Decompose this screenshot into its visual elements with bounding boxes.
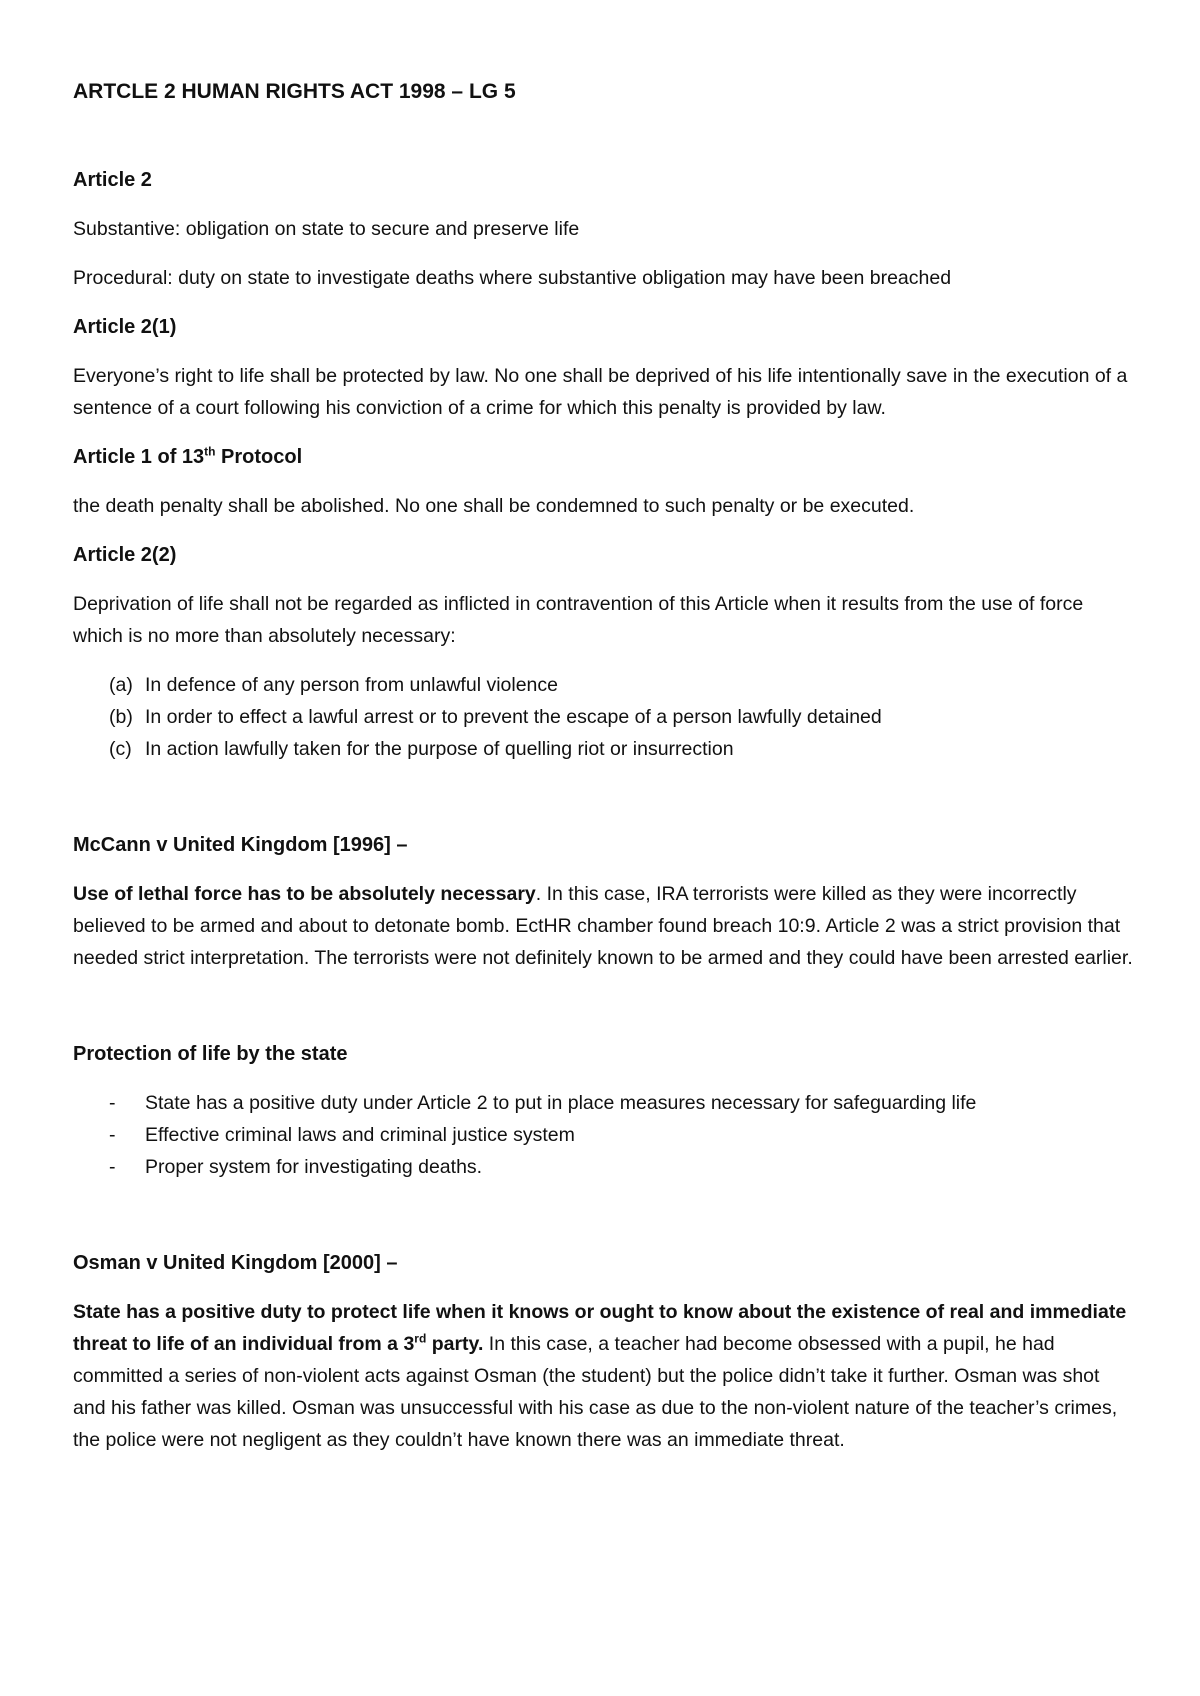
list-item-text: Proper system for investigating deaths. <box>145 1156 483 1178</box>
protocol-13-text: the death penalty shall be abolished. No one shall be condemned to such penalty or be executed. <box>73 495 915 517</box>
mccann-case-text <box>73 878 1133 974</box>
list-item-text: State has a positive duty under Article 2 to put in place measures necessary for safeguarding life <box>145 1092 977 1114</box>
spacer <box>73 1200 1133 1247</box>
protection-list <box>73 1087 1133 1183</box>
heading-protection-of-life: Protection of life by the state <box>73 1043 348 1065</box>
osman-case-text <box>73 1296 1133 1456</box>
list-marker: (b) <box>109 706 133 728</box>
heading-protocol-13 <box>73 441 1133 473</box>
article-2-2-list <box>73 669 1133 765</box>
osman-principle-post: party. <box>426 1333 484 1355</box>
protocol-13-heading-post: Protocol <box>215 446 303 468</box>
list-item-text: In order to effect a lawful arrest or to prevent the escape of a person lawfully detained <box>145 706 882 728</box>
list-marker: - <box>109 1156 116 1178</box>
procedural-obligation: Procedural: duty on state to investigate deaths where substantive obligation may have been breached <box>73 267 952 289</box>
protocol-13-heading-sup: th <box>204 444 216 459</box>
list-marker: - <box>109 1124 116 1146</box>
protocol-13-heading-pre: Article 1 of 13 <box>73 446 205 468</box>
heading-osman-case: Osman v United Kingdom [2000] – <box>73 1252 398 1274</box>
heading-article-2-1: Article 2(1) <box>73 316 177 338</box>
list-item <box>73 1087 1133 1119</box>
osman-details: In this case, a teacher had become obsessed with a pupil, he had committed a series of non-violent acts against Osman (the student) but the police didn’t take it further. Osman was shot and his father was killed. Osman was unsuccessful with his case as due to the non-violent nature of the teacher’s crimes, the police were not negligent as they couldn’t have known there was an immediate threat. <box>73 1333 1118 1451</box>
heading-article-2-2: Article 2(2) <box>73 544 177 566</box>
mccann-principle: Use of lethal force has to be absolutely necessary <box>73 883 536 905</box>
list-item <box>73 1119 1133 1151</box>
article-2-2-text: Deprivation of life shall not be regarded as inflicted in contravention of this Article when it results from the use of force which is no more than absolutely necessary: <box>73 593 1084 647</box>
list-item-text: In defence of any person from unlawful violence <box>145 674 558 696</box>
list-item <box>73 701 1133 733</box>
list-marker: (a) <box>109 674 133 696</box>
article-2-1-text: Everyone’s right to life shall be protected by law. No one shall be deprived of his life intentionally save in the execution of a sentence of a court following his conviction of a crime for which this penalty is provided by law. <box>73 365 1128 419</box>
osman-principle-pre: State has a positive duty to protect life when it knows or ought to know about the existence of real and immediate threat to life of an individual from a 3 <box>73 1301 1127 1355</box>
mccann-details: . In this case, IRA terrorists were killed as they were incorrectly believed to be armed and about to detonate bomb. EctHR chamber found breach 10:9. Article 2 was a strict provision that needed strict interpretation. The terrorists were not definitely known to be armed and they could have been arrested earlier. <box>73 883 1133 969</box>
substantive-obligation: Substantive: obligation on state to secure and preserve life <box>73 218 580 240</box>
list-item <box>73 733 1133 765</box>
osman-principle-sup: rd <box>414 1331 427 1346</box>
heading-article-2: Article 2 <box>73 169 152 191</box>
document-title: ARTCLE 2 HUMAN RIGHTS ACT 1998 – LG 5 <box>73 80 516 103</box>
spacer <box>73 991 1133 1038</box>
list-item <box>73 1151 1133 1183</box>
document-page <box>73 76 1133 1473</box>
list-item <box>73 669 1133 701</box>
list-item-text: In action lawfully taken for the purpose of quelling riot or insurrection <box>145 738 734 760</box>
heading-mccann-case: McCann v United Kingdom [1996] – <box>73 834 408 856</box>
list-marker: - <box>109 1092 116 1114</box>
list-marker: (c) <box>109 738 132 760</box>
list-item-text: Effective criminal laws and criminal justice system <box>145 1124 575 1146</box>
spacer <box>73 782 1133 829</box>
